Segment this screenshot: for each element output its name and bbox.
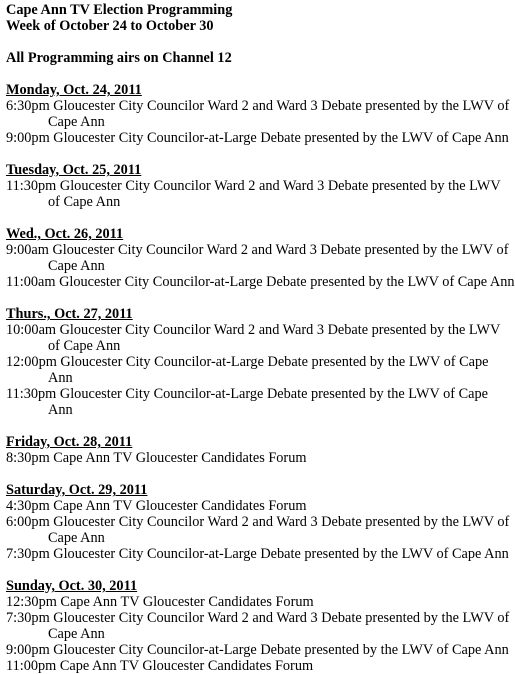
- schedule-entry: 10:00am Gloucester City Councilor Ward 2 and Ward 3 Debate presented by the LWV of Cape Ann: [6, 322, 501, 354]
- day-section: [6, 434, 515, 466]
- schedule-entry: 11:30pm Gloucester City Councilor-at-Large Debate presented by the LWV of Cape Ann: [6, 386, 488, 418]
- schedule-entry: 7:30pm Gloucester City Councilor-at-Large Debate presented by the LWV of Cape Ann: [6, 546, 509, 562]
- title-line-2: Week of October 24 to October 30: [6, 18, 214, 34]
- channel-note: All Programming airs on Channel 12: [6, 50, 232, 66]
- schedule-entry: 6:30pm Gloucester City Councilor Ward 2 and Ward 3 Debate presented by the LWV of Cape Ann: [6, 98, 510, 130]
- day-section: [6, 162, 515, 210]
- day-heading: Sunday, Oct. 30, 2011: [6, 578, 138, 594]
- day-section: [6, 482, 515, 562]
- schedule-entry: 7:30pm Gloucester City Councilor Ward 2 and Ward 3 Debate presented by the LWV of Cape Ann: [6, 610, 510, 642]
- schedule-entry: 11:30pm Gloucester City Councilor Ward 2 and Ward 3 Debate presented by the LWV of Cape Ann: [6, 178, 501, 210]
- schedule-entry: 12:30pm Cape Ann TV Gloucester Candidates Forum: [6, 594, 314, 610]
- schedule-entry: 11:00am Gloucester City Councilor-at-Large Debate presented by the LWV of Cape Ann: [6, 274, 515, 290]
- day-section: [6, 226, 515, 290]
- schedule: [6, 82, 515, 674]
- day-heading: Saturday, Oct. 29, 2011: [6, 482, 148, 498]
- schedule-entry: 9:00pm Gloucester City Councilor-at-Large Debate presented by the LWV of Cape Ann: [6, 642, 509, 658]
- document-title: [6, 2, 515, 34]
- schedule-entry: 6:00pm Gloucester City Councilor Ward 2 and Ward 3 Debate presented by the LWV of Cape Ann: [6, 514, 510, 546]
- day-heading: Friday, Oct. 28, 2011: [6, 434, 133, 450]
- day-section: [6, 578, 515, 674]
- schedule-entry: 8:30pm Cape Ann TV Gloucester Candidates Forum: [6, 450, 307, 466]
- day-heading: Thurs., Oct. 27, 2011: [6, 306, 133, 322]
- schedule-entry: 11:00pm Cape Ann TV Gloucester Candidates Forum: [6, 658, 314, 674]
- day-heading: Monday, Oct. 24, 2011: [6, 82, 142, 98]
- schedule-entry: 4:30pm Cape Ann TV Gloucester Candidates Forum: [6, 498, 307, 514]
- day-heading: Wed., Oct. 26, 2011: [6, 226, 124, 242]
- title-line-1: Cape Ann TV Election Programming: [6, 2, 233, 18]
- schedule-entry: 12:00pm Gloucester City Councilor-at-Large Debate presented by the LWV of Cape Ann: [6, 354, 489, 386]
- schedule-entry: 9:00am Gloucester City Councilor Ward 2 and Ward 3 Debate presented by the LWV of Cape Ann: [6, 242, 509, 274]
- day-section: [6, 306, 515, 418]
- day-section: [6, 82, 515, 146]
- day-heading: Tuesday, Oct. 25, 2011: [6, 162, 142, 178]
- schedule-entry: 9:00pm Gloucester City Councilor-at-Large Debate presented by the LWV of Cape Ann: [6, 130, 509, 146]
